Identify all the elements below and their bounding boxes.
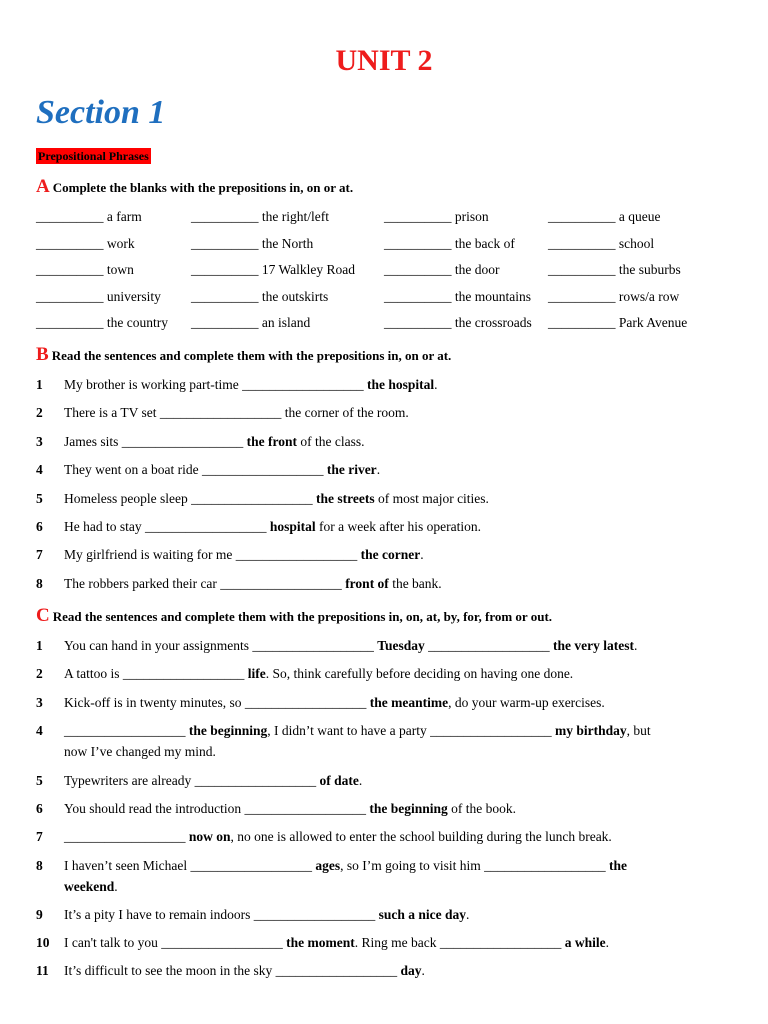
sentence-text: There is a TV set __________________ the corner of the room.: [64, 405, 409, 421]
item-number: 8: [36, 858, 43, 873]
sentence-text: Kick-off is in twenty minutes, so __________________: [64, 695, 370, 710]
grid-cell: __________ 17 Walkley Road: [191, 262, 356, 278]
sentence-text: .: [421, 963, 425, 978]
sentence-text: It’s a pity I have to remain indoors __________________: [64, 907, 379, 922]
exercise-a-heading: [36, 176, 353, 198]
bold-phrase: the streets: [315, 490, 375, 506]
bold-phrase: the very latest: [553, 638, 634, 653]
sentence-text: .: [465, 907, 470, 922]
sentence: [64, 638, 637, 654]
sentence-text: .: [420, 547, 424, 563]
sentence-text: James sits __________________: [64, 433, 247, 449]
bold-phrase: the front: [246, 433, 298, 449]
sentence-text: I haven’t seen Michael __________________: [64, 858, 316, 873]
sentence-text: the bank.: [388, 575, 442, 591]
sentence: [64, 723, 651, 739]
item-number: 1: [36, 377, 43, 392]
sentence-text: You should read the introduction __________________: [64, 801, 370, 816]
bold-phrase: the meantime: [369, 695, 449, 710]
bold-phrase: the beginning: [369, 801, 448, 816]
exercise-a-instruction: Complete the blanks with the prepositions in, on or at.: [52, 180, 354, 195]
sentence-text: My brother is working part-time __________________: [64, 377, 367, 392]
bold-phrase: now on: [188, 829, 231, 844]
sentence: [64, 405, 409, 421]
bold-phrase: a while: [564, 935, 606, 950]
sentence-text: of the class.: [297, 433, 365, 449]
sentence: [64, 801, 516, 817]
grid-cell: __________ the door: [384, 262, 500, 278]
exercise-c-instruction: Read the sentences and complete them with the prepositions in, on, at, by, for, from or out.: [52, 609, 553, 624]
grid-cell: __________ Park Avenue: [548, 315, 688, 331]
sentence-text: They went on a boat ride __________________: [64, 462, 327, 478]
item-number: 5: [36, 773, 43, 788]
topic-label: Prepositional Phrases: [38, 149, 149, 163]
bold-phrase: Tuesday: [377, 638, 425, 653]
grid-cell: __________ the outskirts: [191, 288, 329, 304]
sentence: [64, 666, 573, 682]
sentence-text: .: [376, 462, 381, 478]
sentence-text: . Ring me back __________________: [354, 935, 565, 950]
item-number: 3: [36, 433, 43, 449]
bold-phrase: ages: [315, 858, 341, 873]
sentence-text: .: [605, 935, 610, 950]
sentence: [64, 935, 609, 951]
sentence-text: of most major cities.: [374, 490, 489, 506]
grid-cell: __________ the right/left: [191, 209, 329, 224]
bold-phrase: weekend: [64, 878, 115, 894]
sentence-text: , I didn’t want to have a party __________________: [267, 723, 555, 738]
bold-phrase: the beginning: [188, 723, 268, 738]
grid-cell: __________ the mountains: [384, 288, 531, 304]
sentence: [64, 462, 380, 478]
sentence: [64, 858, 627, 874]
sentence-text: , no one is allowed to enter the school building during the lunch break.: [230, 829, 612, 844]
exercise-b-heading: [36, 344, 451, 366]
item-number: 4: [36, 723, 43, 738]
grid-cell: __________ rows/a row: [548, 288, 680, 304]
grid-cell: __________ school: [548, 235, 655, 251]
sentence: [64, 491, 489, 507]
grid-cell: __________ university: [36, 288, 161, 304]
exercise-c-letter: C: [36, 605, 50, 626]
grid-cell: __________ work: [36, 235, 135, 251]
item-number: 6: [36, 801, 43, 816]
sentence-text: for a week after his operation.: [315, 519, 481, 534]
bold-phrase: the river: [326, 462, 377, 478]
item-number: 2: [36, 666, 43, 681]
sentence: [64, 547, 424, 563]
sentence: [64, 744, 216, 760]
sentence-text: , do your warm-up exercises.: [448, 695, 605, 710]
sentence: [64, 377, 437, 393]
bold-phrase: my birthday: [555, 723, 627, 738]
unit-title: UNIT 2: [335, 44, 433, 77]
sentence-text: __________________: [424, 638, 554, 653]
sentence-text: A tattoo is __________________: [64, 666, 248, 681]
exercise-b-instruction: Read the sentences and complete them with the prepositions in, on or at.: [51, 348, 452, 363]
sentence: [64, 963, 425, 979]
sentence-text: .: [358, 773, 363, 788]
sentence: [64, 879, 118, 895]
grid-cell: __________ an island: [191, 315, 311, 331]
item-number: 4: [36, 462, 43, 478]
sentence: [64, 907, 469, 923]
grid-cell: __________ a queue: [548, 209, 661, 224]
section-title: Section 1: [36, 94, 166, 131]
exercise-a-letter: A: [36, 176, 50, 197]
item-number: 7: [36, 829, 43, 844]
sentence-text: Typewriters are already __________________: [64, 773, 320, 788]
bold-phrase: the moment: [286, 935, 355, 950]
sentence: [64, 695, 605, 711]
sentence: [64, 829, 612, 845]
exercise-c-heading: [36, 605, 552, 627]
grid-cell: __________ the country: [36, 315, 168, 331]
sentence-text: now I’ve changed my mind.: [64, 743, 216, 759]
bold-phrase: such a nice day: [378, 907, 466, 922]
sentence: [64, 576, 442, 592]
grid-cell: __________ prison: [384, 209, 489, 224]
sentence-text: The robbers parked their car __________________: [64, 575, 346, 591]
sentence-text: __________________: [64, 723, 189, 738]
sentence-text: .: [114, 878, 118, 894]
bold-phrase: the corner: [360, 547, 421, 563]
bold-phrase: of date: [319, 773, 359, 788]
sentence-text: of the book.: [447, 801, 517, 816]
sentence-text: . So, think carefully before deciding on having one done.: [265, 666, 574, 681]
item-number: 1: [36, 638, 43, 653]
item-number: 9: [36, 907, 43, 922]
bold-phrase: the: [608, 858, 627, 873]
item-number: 7: [36, 547, 43, 563]
exercise-b-letter: B: [36, 344, 49, 365]
sentence-text: .: [634, 638, 638, 653]
sentence-text: My girlfriend is waiting for me __________________: [64, 547, 361, 563]
item-number: 3: [36, 695, 43, 710]
sentence: [64, 519, 481, 535]
item-number: 5: [36, 490, 43, 506]
sentence-text: It’s difficult to see the moon in the sky __________________: [64, 963, 401, 978]
bold-phrase: day: [400, 963, 422, 978]
sentence-text: , but: [626, 723, 651, 738]
item-number: 10: [36, 935, 50, 950]
bold-phrase: the hospital: [366, 377, 435, 392]
sentence: [64, 773, 362, 789]
sentence-text: I can't talk to you __________________: [64, 935, 287, 950]
sentence-text: .: [434, 377, 438, 392]
grid-cell: __________ the North: [191, 235, 314, 251]
item-number: 8: [36, 575, 43, 591]
grid-cell: __________ town: [36, 262, 134, 278]
bold-phrase: life: [247, 666, 266, 681]
sentence-text: Homeless people sleep __________________: [64, 490, 316, 506]
bold-phrase: hospital: [269, 519, 316, 534]
grid-cell: __________ the back of: [384, 235, 515, 251]
sentence-text: , so I’m going to visit him __________________: [340, 858, 609, 873]
item-number: 11: [36, 963, 49, 978]
item-number: 6: [36, 519, 43, 534]
grid-cell: __________ the suburbs: [548, 262, 681, 278]
sentence-text: You can hand in your assignments __________________: [64, 638, 378, 653]
grid-cell: __________ a farm: [36, 209, 142, 224]
sentence: [64, 434, 365, 450]
bold-phrase: front of: [345, 575, 389, 591]
sentence-text: __________________: [64, 829, 189, 844]
item-number: 2: [36, 405, 43, 421]
sentence-text: He had to stay __________________: [64, 519, 270, 534]
grid-cell: __________ the crossroads: [384, 315, 532, 331]
